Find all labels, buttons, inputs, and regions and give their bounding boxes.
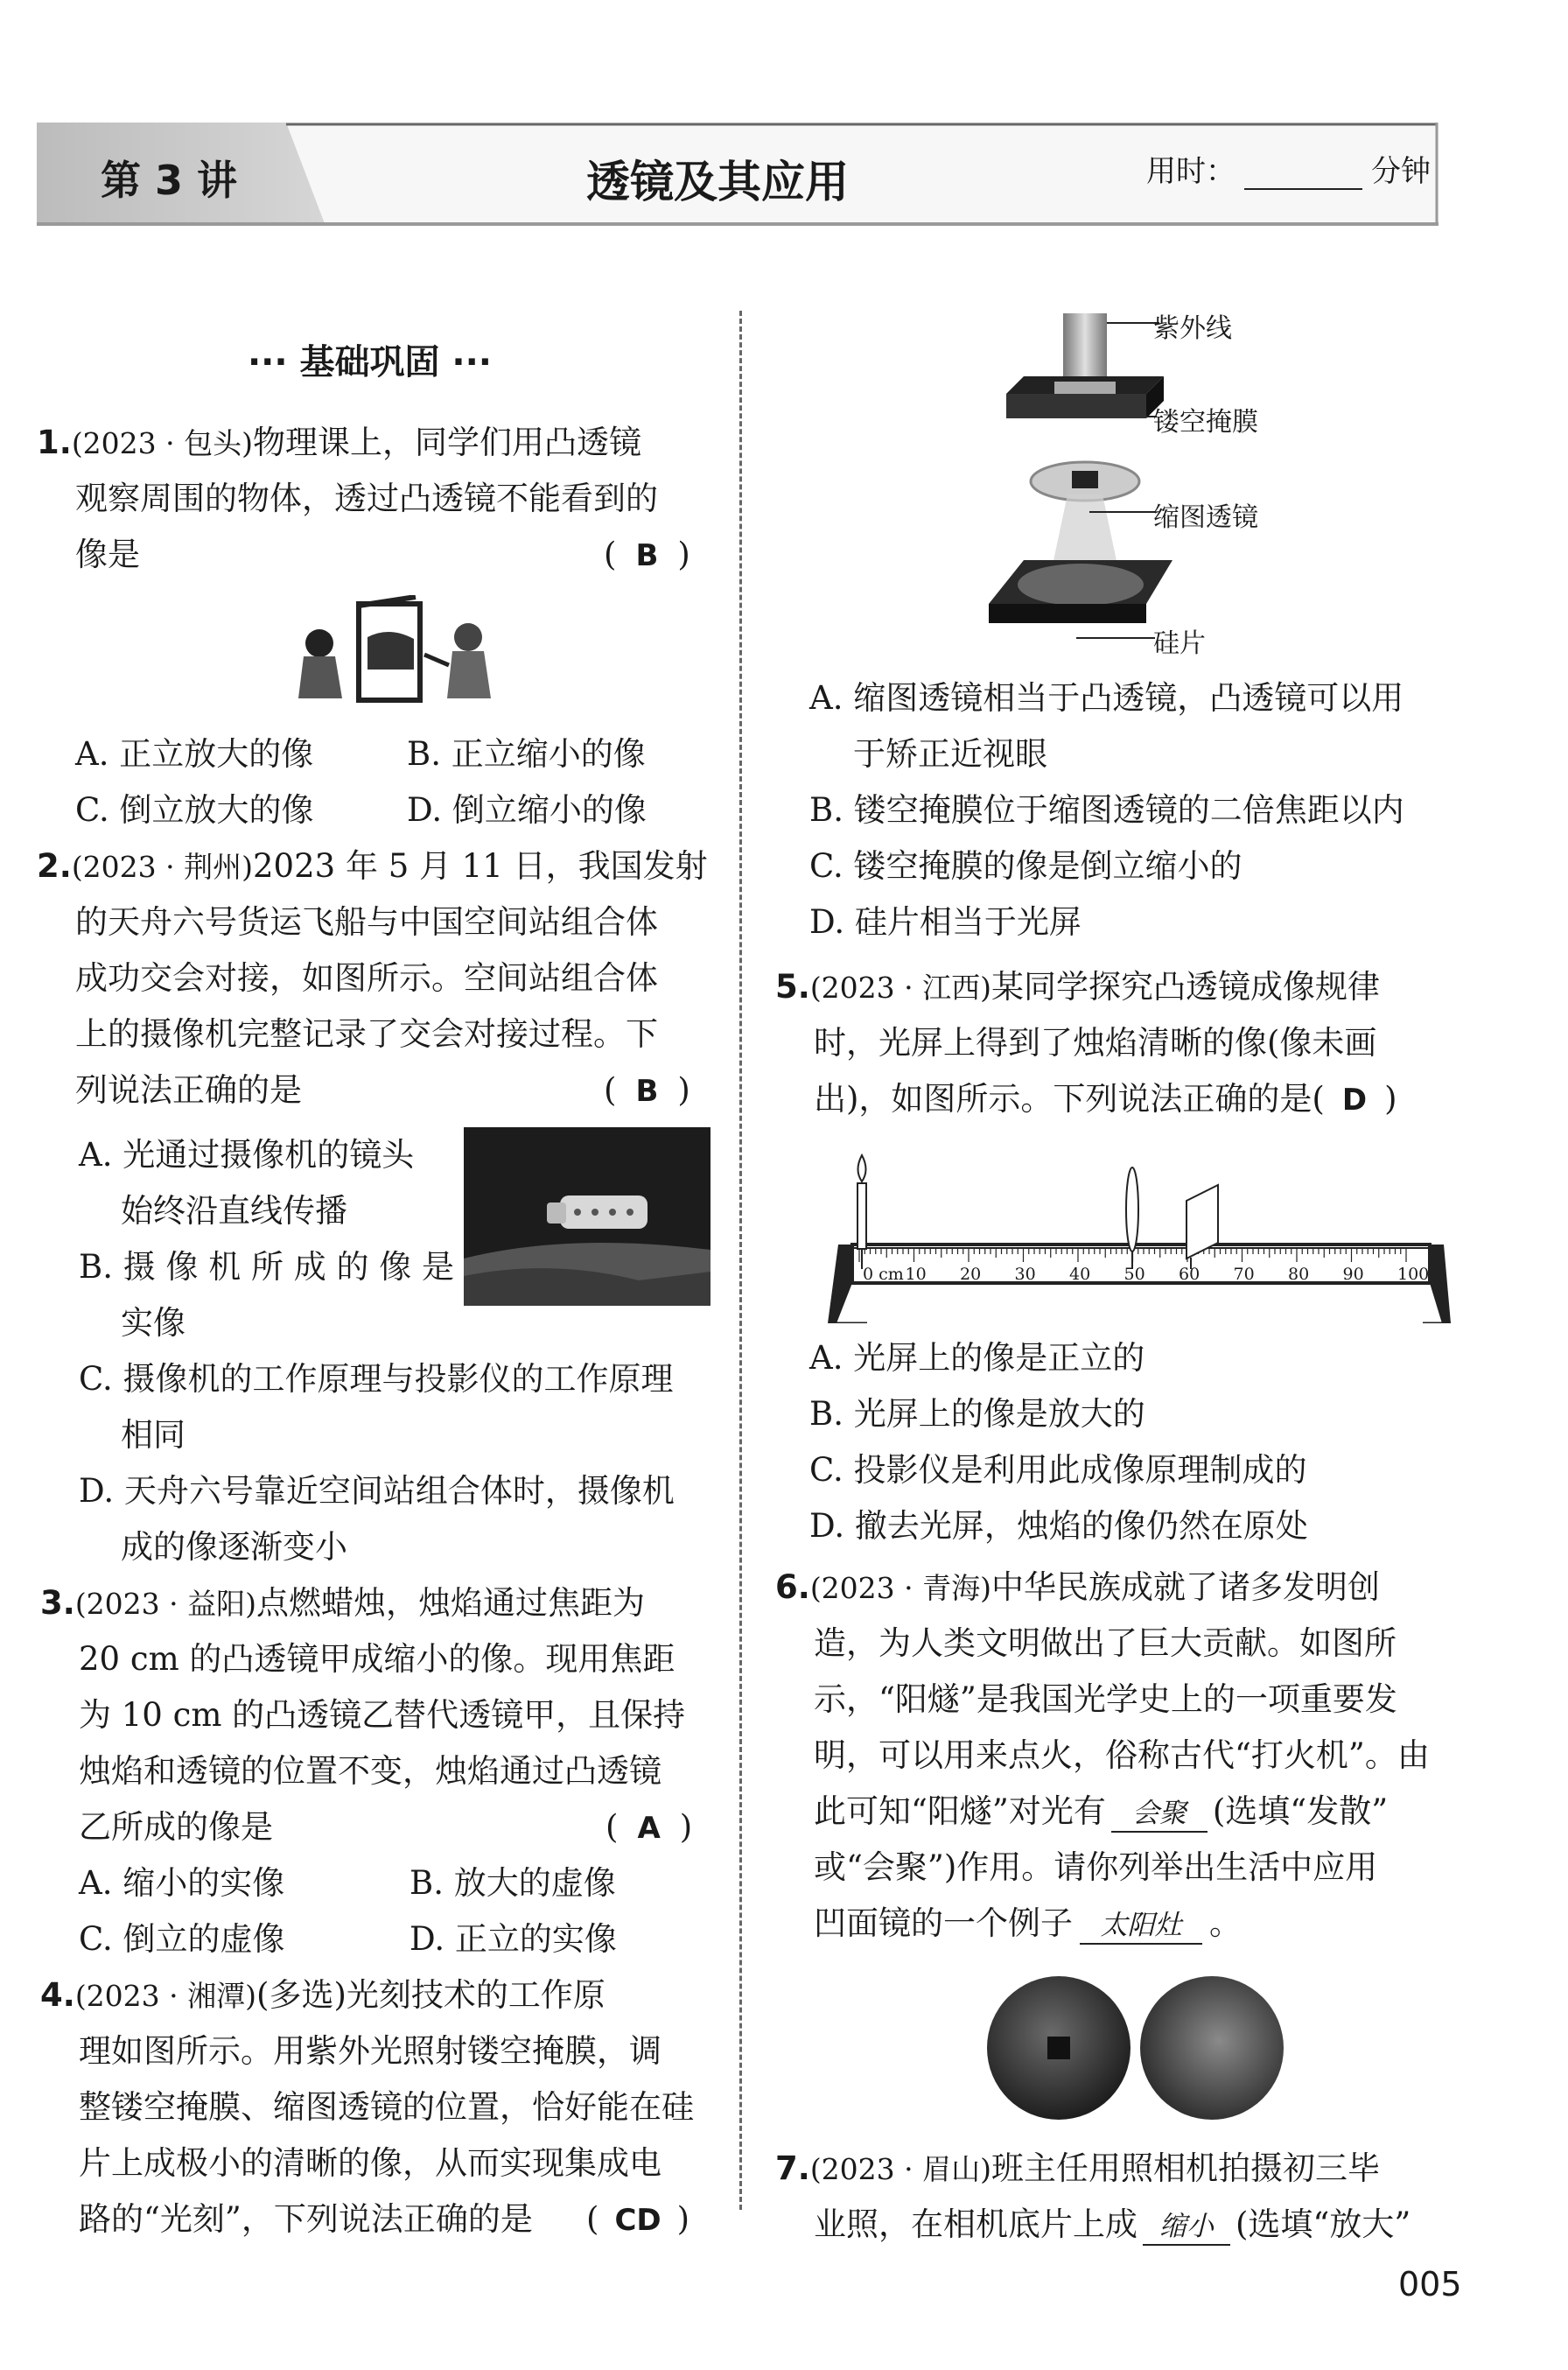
q4-source: (2023 · 湘潭): [74, 1979, 257, 2013]
q3-option-b: B. 放大的虚像: [410, 1864, 616, 1902]
q4-option-c: C. 镂空掩膜的像是倒立缩小的: [809, 847, 1242, 885]
time-label: 用时：: [1146, 154, 1236, 189]
q2-answer-value: B: [635, 1074, 659, 1109]
q3-option-c: C. 倒立的虚像: [79, 1920, 285, 1958]
q4-option-a-2: 于矫正近视眼: [853, 735, 1047, 773]
q4-number: 4.: [40, 1976, 75, 2014]
q5-number: 5.: [775, 968, 810, 1006]
q2-figure-space-docking: [464, 1127, 710, 1306]
q4-text-1: (多选)光刻技术的工作原: [256, 1976, 606, 2014]
q1-line-2: 观察周围的物体，透过凸透镜不能看到的: [75, 480, 658, 517]
q2-number: 2.: [37, 847, 72, 885]
section-title: ··· 基础巩固 ···: [247, 342, 493, 382]
q6-line-6: 或“会聚”)作用。请你列举出生活中应用: [814, 1848, 1378, 1886]
q4-answer: ( CD ): [586, 2200, 690, 2238]
q5-source: (2023 · 江西): [809, 971, 992, 1005]
q1-option-a: A. 正立放大的像: [75, 735, 314, 773]
q1-line-1: [37, 415, 641, 472]
q7-fill-blank[interactable]: 缩小: [1143, 2209, 1230, 2246]
time-field: [1146, 147, 1431, 190]
q2-answer: ( B ): [604, 1071, 690, 1109]
q4-label-line-lens: [1089, 511, 1155, 513]
q6-text-1: 中华民族成就了诸多发明创: [991, 1568, 1381, 1606]
q4-figure-lithography: [971, 306, 1181, 656]
q4-answer-value: CD: [614, 2203, 662, 2238]
q1-source: (2023 · 包头): [71, 426, 254, 460]
q2-option-c-1: C. 摄像机的工作原理与投影仪的工作原理: [79, 1360, 674, 1398]
q5-option-a: A. 光屏上的像是正立的: [809, 1339, 1145, 1377]
q4-line-3: 整镂空掩膜、缩图透镜的位置，恰好能在硅: [79, 2088, 694, 2126]
ruler-label: 40: [1069, 1265, 1091, 1284]
q4-option-a-1: A. 缩图透镜相当于凸透镜，凸透镜可以用: [809, 679, 1404, 717]
q6-line-2: 造，为人类文明做出了巨大贡献。如图所: [814, 1624, 1396, 1662]
q6-fill-blank-1[interactable]: 会聚: [1111, 1796, 1208, 1833]
q2-line-4: 上的摄像机完整记录了交会对接过程。下: [75, 1015, 658, 1053]
q3-line-5: 乙所成的像是: [79, 1808, 273, 1846]
ruler-label: 90: [1342, 1265, 1364, 1284]
q6-text-7a: 凹面镜的一个例子: [814, 1904, 1073, 1942]
q1-line-3: 像是: [75, 536, 140, 573]
q6-source: (2023 · 青海): [809, 1571, 992, 1605]
q6-line-1: [775, 1560, 1380, 1616]
q2-option-a-2: 始终沿直线传播: [121, 1192, 347, 1230]
q5-line-1: [775, 959, 1380, 1016]
q6-number: 6.: [775, 1568, 810, 1606]
q7-text-2a: 业照，在相机底片上成: [814, 2205, 1138, 2243]
q7-text-1: 班主任用照相机拍摄初三毕: [991, 2149, 1381, 2187]
q7-text-2b: (选填“放大”: [1236, 2205, 1411, 2243]
lecture-number: 第 3 讲: [101, 157, 238, 204]
q5-text-1: 某同学探究凸透镜成像规律: [991, 968, 1381, 1006]
ruler-label: 70: [1233, 1265, 1255, 1284]
q7-source: (2023 · 眉山): [809, 2152, 992, 2186]
q1-number: 1.: [37, 424, 72, 461]
q4-label-lens: 缩图透镜: [1153, 502, 1258, 533]
ruler-label: 20: [960, 1265, 982, 1284]
q1-answer: ( B ): [604, 536, 690, 573]
q3-text-1: 点燃蜡烛，烛焰通过焦距为: [256, 1584, 646, 1622]
ruler-label: 80: [1288, 1265, 1310, 1284]
q3-option-d: D. 正立的实像: [410, 1920, 617, 1958]
q4-option-b: B. 镂空掩膜位于缩图透镜的二倍焦距以内: [809, 791, 1404, 829]
q6-text-5a: 此可知“阳燧”对光有: [814, 1792, 1106, 1830]
q2-text-1: 2023 年 5 月 11 日，我国发射: [253, 847, 708, 885]
q2-line-1: [37, 838, 708, 895]
page-title-text: 透镜及其应用: [586, 157, 849, 207]
q5-answer-value: D: [1341, 1083, 1368, 1118]
q7-number: 7.: [775, 2149, 810, 2187]
q2-option-b-1: B. 摄 像 机 所 成 的 像 是: [79, 1248, 455, 1286]
q1-figure-lens-observation: [284, 595, 503, 709]
q2-line-2: 的天舟六号货运飞船与中国空间站组合体: [75, 903, 658, 941]
q5-line-2: 时，光屏上得到了烛焰清晰的像(像未画: [814, 1024, 1377, 1062]
q4-option-d: D. 硅片相当于光屏: [809, 903, 1082, 941]
q2-source: (2023 · 荆州): [71, 850, 254, 884]
time-blank[interactable]: [1244, 162, 1362, 190]
q6-line-5: [814, 1784, 1388, 1840]
q2-option-c-2: 相同: [121, 1416, 186, 1454]
q4-label-wafer: 硅片: [1153, 628, 1206, 659]
q5-line-3: 出)，如图所示。下列说法正确的是( D ): [814, 1080, 1397, 1118]
q6-line-7: [814, 1896, 1242, 1952]
q5-option-d: D. 撤去光屏，烛焰的像仍然在原处: [809, 1507, 1308, 1545]
q3-answer-value: A: [637, 1811, 661, 1846]
q4-label-uv: 紫外线: [1153, 313, 1232, 344]
q4-label-mask: 镂空掩膜: [1153, 407, 1258, 438]
q6-fill-blank-2[interactable]: 太阳灶: [1080, 1908, 1202, 1945]
q2-option-a-1: A. 光通过摄像机的镜头: [79, 1136, 415, 1174]
q6-text-5b: (选填“发散”: [1212, 1792, 1389, 1830]
q2-line-3: 成功交会对接，如图所示。空间站组合体: [75, 959, 658, 997]
q1-text-1: 物理课上，同学们用凸透镜: [253, 424, 642, 461]
q7-line-2: [814, 2197, 1410, 2253]
q5-ruler-labels: [828, 1148, 1451, 1323]
q2-option-b-2: 实像: [121, 1304, 186, 1342]
q3-number: 3.: [40, 1584, 75, 1622]
q4-line-1: [40, 1967, 606, 2024]
q7-line-1: [775, 2141, 1380, 2198]
q3-line-4: 烛焰和透镜的位置不变，烛焰通过凸透镜: [79, 1752, 662, 1790]
page-number: 005: [1398, 2265, 1462, 2303]
q3-line-1: [40, 1575, 645, 1632]
column-divider: [739, 311, 742, 2210]
q4-label-line-wafer: [1076, 637, 1155, 639]
time-unit: 分钟: [1371, 154, 1431, 189]
ruler-label: 10: [905, 1265, 927, 1284]
q5-option-c: C. 投影仪是利用此成像原理制成的: [809, 1451, 1307, 1489]
q4-label-line-uv: [1107, 322, 1159, 324]
q2-option-d-1: D. 天舟六号靠近空间站组合体时，摄像机: [79, 1472, 675, 1510]
ruler-label: 0 cm: [863, 1265, 904, 1284]
q6-figure-yangsui-mirrors: [984, 1969, 1291, 2127]
q3-line-3: 为 10 cm 的凸透镜乙替代透镜甲，且保持: [79, 1696, 686, 1734]
q3-answer: ( A ): [606, 1808, 693, 1846]
q4-line-4: 片上成极小的清晰的像，从而实现集成电: [79, 2144, 662, 2182]
q1-answer-value: B: [635, 538, 659, 573]
q1-option-b: B. 正立缩小的像: [407, 735, 646, 773]
q3-option-a: A. 缩小的实像: [79, 1864, 285, 1902]
ruler-label: 50: [1124, 1265, 1145, 1284]
q2-option-d-2: 成的像逐渐变小: [121, 1528, 347, 1566]
q4-line-5: 路的“光刻”，下列说法正确的是: [79, 2200, 533, 2238]
q6-text-7b: 。: [1209, 1904, 1242, 1942]
q6-line-4: 明，可以用来点火，俗称古代“打火机”。由: [814, 1736, 1430, 1774]
q6-line-3: 示，“阳燧”是我国光学史上的一项重要发: [814, 1680, 1397, 1718]
q4-line-2: 理如图所示。用紫外光照射镂空掩膜，调: [79, 2032, 662, 2070]
ruler-label: 100: [1397, 1265, 1430, 1284]
q1-option-c: C. 倒立放大的像: [75, 791, 314, 829]
ruler-label: 60: [1179, 1265, 1200, 1284]
q5-text-3: 出)，如图所示。下列说法正确的是(: [814, 1080, 1325, 1118]
q2-line-5: 列说法正确的是: [75, 1071, 302, 1109]
q5-option-b: B. 光屏上的像是放大的: [809, 1395, 1145, 1433]
q3-line-2: 20 cm 的凸透镜甲成缩小的像。现用焦距: [79, 1640, 676, 1678]
q3-source: (2023 · 益阳): [74, 1587, 257, 1621]
ruler-label: 30: [1014, 1265, 1036, 1284]
q1-option-d: D. 倒立缩小的像: [407, 791, 647, 829]
